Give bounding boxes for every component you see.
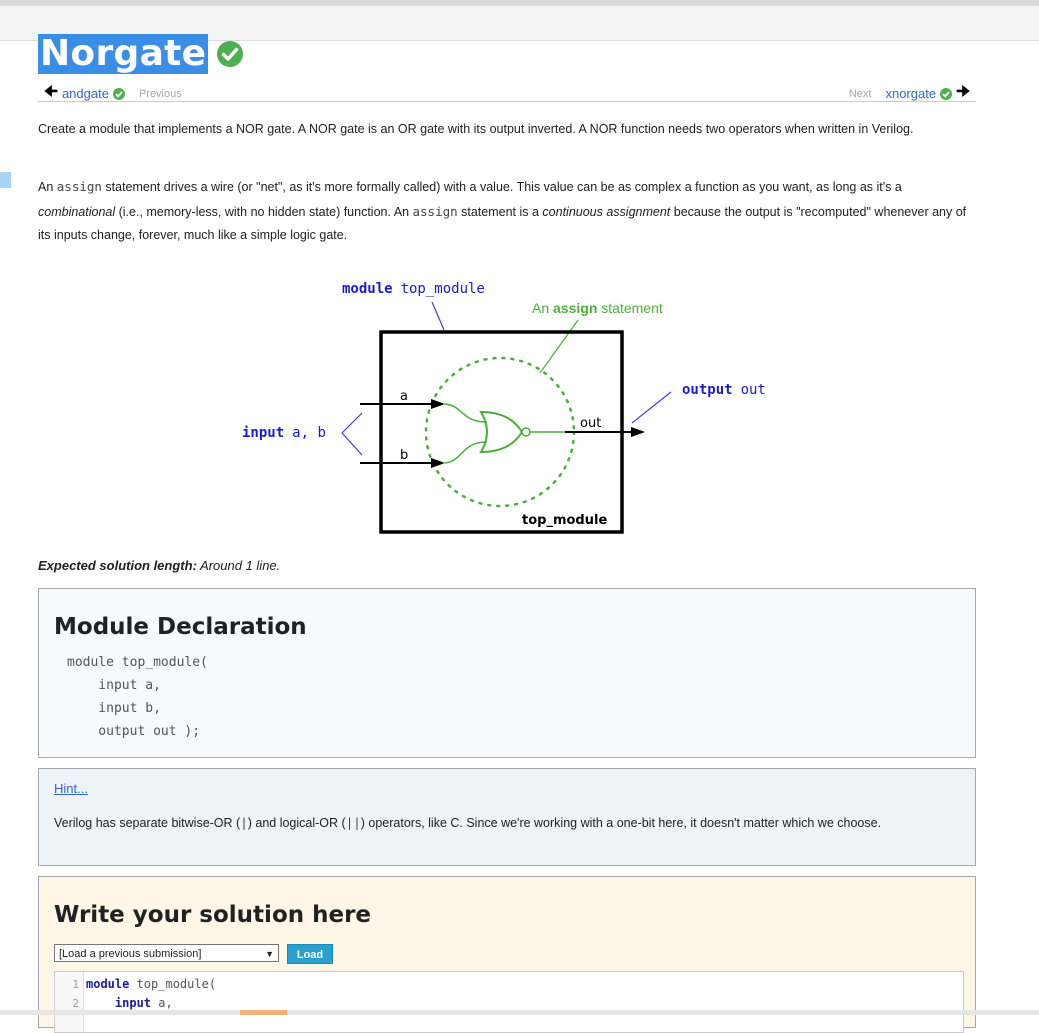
text: ) operators, like C. Since we're working with a one-bit here, it doesn't matter which we choose. (360, 816, 882, 830)
intro-paragraph-1: Create a module that implements a NOR gate. A NOR gate is an OR gate with its output inverted. A NOR function needs two operators when written in Verilog. (38, 122, 914, 136)
next-hint: Next (848, 87, 872, 100)
nor-gate-diagram (235, 270, 795, 550)
solution-heading: Write your solution here (54, 902, 372, 928)
top-stripe (0, 0, 1039, 6)
code-text: a, (151, 996, 173, 1010)
page-title: Norgate (40, 33, 207, 74)
next-link[interactable]: xnorgate (885, 86, 937, 101)
arrow-out (631, 427, 645, 437)
assign-pointer (540, 320, 578, 373)
hint-text (54, 811, 954, 835)
text: (i.e., memory-less, with no hidden state) function. An (115, 204, 413, 219)
intro-paragraph-2 (38, 175, 978, 248)
module-declaration-heading: Module Declaration (54, 614, 307, 640)
text: statement drives a wire (or "net", as it's more formally called) with a value. This value can be as complex a function as you want, as long as it's a (101, 180, 902, 194)
next-nav[interactable] (839, 81, 970, 106)
arrow-right-icon: 🠊 (956, 83, 970, 100)
check-circle-icon (113, 88, 125, 100)
prev-link[interactable]: andgate (61, 86, 109, 101)
keyword: module (86, 977, 130, 991)
scrollbar-thumb[interactable] (240, 1010, 287, 1015)
keyword: input (86, 996, 152, 1010)
wire-b-label: b (400, 448, 409, 463)
inline-code: | (240, 815, 248, 830)
line-number: 1 (72, 978, 79, 991)
inline-code: assign (412, 203, 458, 219)
editor-gutter (55, 972, 84, 1032)
load-button[interactable]: Load (287, 944, 333, 964)
expected-value: Around 1 line. (200, 558, 281, 573)
diagram-output-label: output out (682, 382, 766, 398)
editor-line (86, 977, 216, 991)
code-editor[interactable] (54, 971, 964, 1033)
nor-gate-icon (481, 412, 522, 452)
text: ) and logical-OR ( (247, 816, 346, 830)
diagram-assign-label: An assign statement (532, 300, 663, 316)
module-box-label: top_module (522, 513, 608, 528)
previous-submission-select[interactable] (54, 944, 279, 962)
prev-nav[interactable] (44, 81, 192, 106)
solution-box (38, 876, 976, 1028)
hint-box (38, 768, 976, 866)
emphasis: combinational (38, 204, 116, 219)
inline-code: assign (56, 179, 102, 194)
arrow-left-icon: 🠈 (44, 83, 58, 100)
arrow-a (431, 399, 445, 409)
check-circle-icon (940, 88, 952, 100)
green-wire-a (443, 404, 487, 422)
prev-hint: Previous (138, 87, 182, 100)
inverter-bubble (522, 428, 530, 436)
problem-nav (38, 79, 976, 102)
module-declaration-code: module top_module( input a, input b, output out ); (67, 655, 208, 739)
diagram-input-label: input a, b (242, 425, 326, 441)
hint-toggle-link[interactable]: Hint... (54, 781, 88, 796)
emphasis: continuous assignment (542, 204, 671, 219)
code-text: top_module( (129, 977, 217, 991)
text: An (38, 180, 57, 194)
side-marker (0, 172, 11, 188)
select-value: [Load a previous submission] (59, 948, 202, 960)
horizontal-scrollbar[interactable] (0, 1010, 1039, 1015)
module-declaration-box (38, 588, 976, 758)
arrow-b (431, 458, 445, 468)
expected-label: Expected solution length: (38, 558, 197, 573)
editor-line (86, 996, 173, 1010)
diagram-module-label: module top_module (342, 281, 485, 297)
inline-code: || (345, 815, 361, 830)
wire-a-label: a (400, 389, 408, 404)
line-number: 2 (72, 997, 79, 1010)
wire-out-label: out (580, 416, 602, 431)
text: Verilog has separate bitwise-OR ( (54, 816, 241, 830)
text: statement is a (457, 204, 543, 219)
check-circle-icon (216, 40, 244, 68)
expected-length (38, 558, 280, 573)
input-pointer (342, 413, 362, 455)
chevron-down-icon: ▼ (265, 949, 274, 959)
output-pointer (632, 392, 671, 423)
title-row (38, 33, 244, 75)
text: because the output is "recomputed" whenever any of its inputs change, forever, much like a simple logic gate. (38, 204, 967, 242)
module-pointer (432, 302, 444, 330)
